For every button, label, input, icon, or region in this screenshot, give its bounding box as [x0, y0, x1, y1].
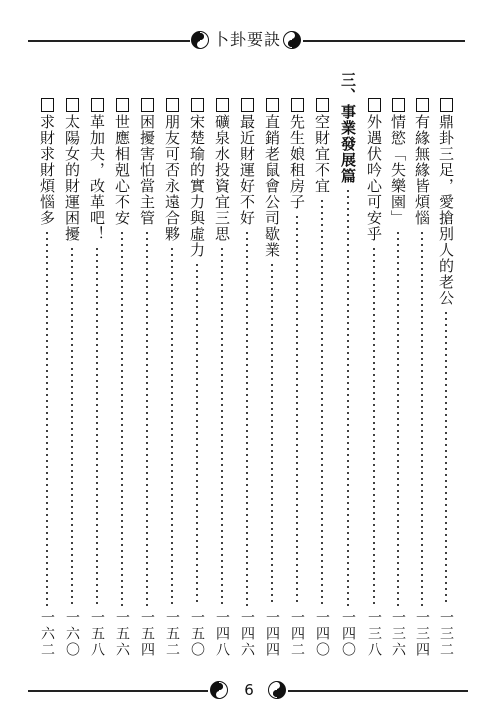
toc-entry [186, 98, 208, 658]
section-heading-title: 三、事業發展篇 [339, 72, 357, 184]
toc-entry [286, 98, 308, 658]
box-marker-icon [116, 98, 129, 112]
footer-rule-right [288, 690, 468, 692]
toc-entry-title: 革加夬，改革吧！ [88, 114, 106, 242]
toc-entry-page: 一五六 [114, 610, 130, 658]
dot-leader [221, 246, 223, 606]
toc-entry-page: 一五八 [89, 610, 105, 658]
toc-entry-page: 一五二 [164, 610, 180, 658]
toc-entry [211, 98, 233, 658]
toc-entry [261, 98, 283, 658]
toc-entry-title: 最近財運好不好 [238, 114, 256, 226]
toc-entry-title: 情慾「失樂園」 [389, 114, 407, 226]
box-marker-icon [66, 98, 79, 112]
toc-entry-page: 一三四 [414, 610, 430, 658]
running-header-title: 卜卦要訣 [212, 30, 281, 49]
dot-leader [296, 214, 298, 606]
toc-entry [36, 98, 58, 658]
toc-entry-title: 朋友可否永遠合夥 [163, 114, 181, 242]
box-marker-icon [440, 98, 453, 112]
footer-rule-left [28, 690, 208, 692]
toc-entry-page: 一三八 [366, 610, 382, 658]
box-marker-icon [368, 98, 381, 112]
toc-entry-page: 一五〇 [189, 610, 205, 658]
toc-entry [86, 98, 108, 658]
dot-leader [246, 230, 248, 606]
toc-entry [136, 98, 158, 658]
toc-entry-page: 一四四 [264, 610, 280, 658]
toc-entry-page: 一三二 [438, 610, 454, 658]
box-marker-icon [166, 98, 179, 112]
dot-leader [46, 230, 48, 606]
dot-leader [445, 310, 447, 606]
toc-entry-title: 宋楚瑜的實力與虛力 [188, 114, 206, 258]
toc-entry-title: 求財求財煩惱多 [38, 114, 56, 226]
toc-entry-title: 世應相剋心不安 [113, 114, 131, 226]
toc-entry-page: 一五四 [139, 610, 155, 658]
toc-entry-title: 太陽女的財運困擾 [63, 114, 81, 242]
toc-entry [236, 98, 258, 658]
dot-leader [373, 246, 375, 606]
toc-entry-title: 先生娘租房子 [288, 114, 306, 210]
toc-entry-page: 一四八 [214, 610, 230, 658]
dot-leader [271, 262, 273, 606]
box-marker-icon [416, 98, 429, 112]
dot-leader [347, 188, 349, 606]
box-marker-icon [41, 98, 54, 112]
box-marker-icon [141, 98, 154, 112]
toc-entry-title: 困擾害怕當主管 [138, 114, 156, 226]
box-marker-icon [291, 98, 304, 112]
toc-entry-page: 一四〇 [314, 610, 330, 658]
dot-leader [96, 246, 98, 606]
box-marker-icon [316, 98, 329, 112]
toc-entry [411, 98, 433, 658]
dot-leader [196, 262, 198, 606]
toc-entry-title: 外遇伏吟心可安乎 [365, 114, 383, 242]
toc-entry [61, 98, 83, 658]
toc-entry-title: 有緣無緣皆煩惱 [413, 114, 431, 226]
yin-yang-icon-header-left [191, 31, 209, 49]
yin-yang-icon-footer-right [268, 681, 286, 699]
toc-entry [161, 98, 183, 658]
toc-entry [435, 98, 457, 658]
dot-leader [321, 198, 323, 606]
dot-leader [397, 230, 399, 606]
dot-leader [121, 230, 123, 606]
toc-entry [311, 98, 333, 658]
box-marker-icon [241, 98, 254, 112]
toc-entry-page: 一四六 [239, 610, 255, 658]
toc-entry-page: 一六二 [39, 610, 55, 658]
toc-entry-title: 鼎卦三足，愛搶別人的老公 [437, 114, 455, 306]
yin-yang-icon-header-right [283, 31, 301, 49]
toc-entry-page: 一三六 [390, 610, 406, 658]
header-rule-right [303, 40, 465, 42]
box-marker-icon [392, 98, 405, 112]
page-number: 6 [244, 681, 254, 699]
toc-entry [363, 98, 385, 658]
dot-leader [171, 246, 173, 606]
dot-leader [146, 230, 148, 606]
toc-entry-page: 一六〇 [64, 610, 80, 658]
header-rule-left [28, 40, 190, 42]
yin-yang-icon-footer-left [210, 681, 228, 699]
box-marker-icon [216, 98, 229, 112]
section-heading-page: 一四〇 [340, 610, 356, 658]
dot-leader [421, 230, 423, 606]
toc-entry-page: 一四二 [289, 610, 305, 658]
toc-section-heading [337, 72, 359, 658]
toc-entry-title: 直銷老鼠會公司歇業 [263, 114, 281, 258]
box-marker-icon [91, 98, 104, 112]
box-marker-icon [191, 98, 204, 112]
toc-entry [111, 98, 133, 658]
toc-entry-title: 空財宜不宜 [313, 114, 331, 194]
dot-leader [71, 246, 73, 606]
box-marker-icon [266, 98, 279, 112]
toc-entry-title: 礦泉水投資宜三思 [213, 114, 231, 242]
toc-entry [387, 98, 409, 658]
